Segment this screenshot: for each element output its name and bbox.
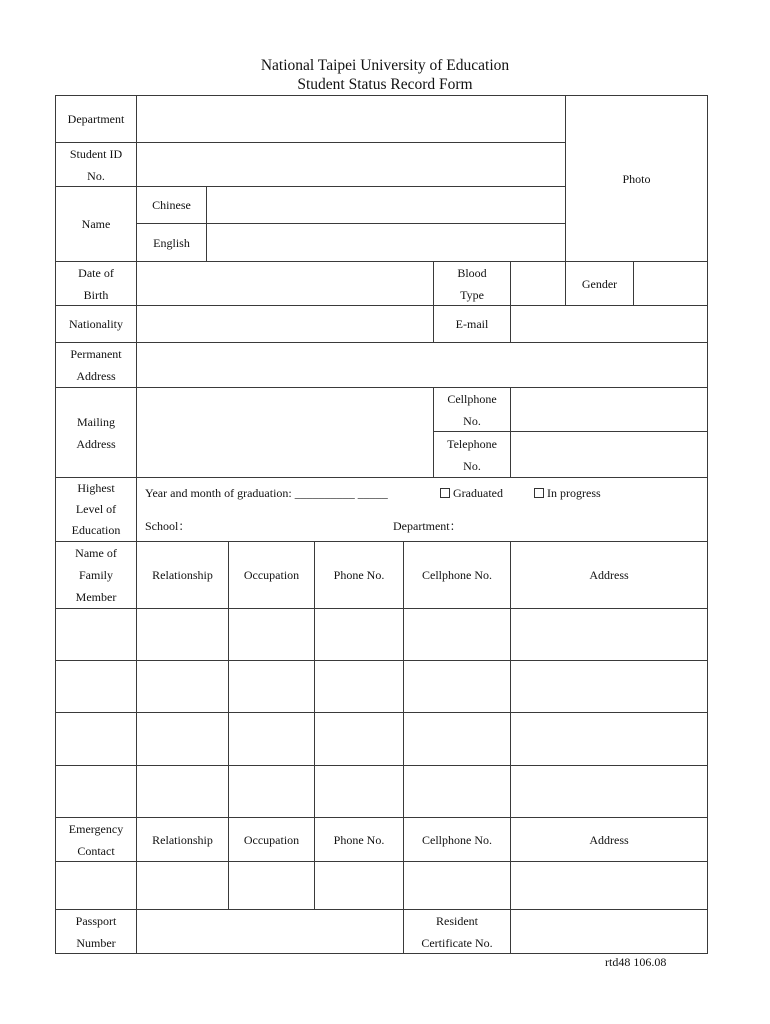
form-title: National Taipei University of Education — [260, 57, 510, 74]
gender-label: Gender — [565, 261, 634, 306]
family-relationship-cell[interactable] — [136, 608, 229, 661]
graduation-date-field[interactable]: Year and month of graduation: __________ _____ — [145, 486, 388, 500]
resident-certificate-label-line1: Resident — [436, 913, 478, 928]
dob-field[interactable] — [136, 261, 434, 306]
student-id-label-line2: No. — [87, 168, 105, 183]
family-address-cell[interactable] — [510, 765, 708, 818]
emergency-relationship-header: Relationship — [136, 817, 229, 862]
education-label — [55, 477, 137, 542]
emergency-contact-label — [55, 817, 137, 862]
dob-label-line1: Date of — [78, 265, 114, 280]
passport-label-line1: Passport — [75, 913, 117, 928]
permanent-address-label-line2: Address — [76, 369, 116, 383]
family-relationship-cell[interactable] — [136, 660, 229, 713]
family-cellphone-header: Cellphone No. — [403, 541, 511, 609]
graduated-label: Graduated — [453, 486, 503, 500]
family-cellphone-cell[interactable] — [403, 712, 511, 766]
family-address-cell[interactable] — [510, 660, 708, 713]
photo-box[interactable]: Photo — [565, 95, 708, 262]
family-member-label-line1: Name of — [75, 546, 117, 560]
name-english-label: English — [136, 223, 207, 262]
passport-label — [55, 909, 137, 954]
emergency-name-cell[interactable] — [55, 861, 137, 910]
resident-certificate-label-line2: Certificate No. — [421, 935, 493, 950]
graduated-option[interactable] — [440, 486, 503, 501]
education-label-line3: Education — [71, 523, 121, 537]
family-occupation-header: Occupation — [228, 541, 315, 609]
dob-label — [55, 261, 137, 306]
telephone-label-line1: Telephone — [447, 436, 497, 451]
resident-certificate-field[interactable] — [510, 909, 708, 954]
permanent-address-field[interactable] — [136, 342, 708, 388]
school-field[interactable]: School： — [145, 519, 191, 533]
emergency-relationship-cell[interactable] — [136, 861, 229, 910]
department-label: Department — [55, 95, 137, 143]
emergency-address-cell[interactable] — [510, 861, 708, 910]
form-code: rtd48 106.08 — [605, 955, 667, 969]
emergency-address-header: Address — [510, 817, 708, 862]
permanent-address-label — [55, 342, 137, 388]
family-name-cell[interactable] — [55, 660, 137, 713]
family-address-cell[interactable] — [510, 712, 708, 766]
cellphone-label-line2: No. — [463, 413, 481, 428]
emergency-occupation-header: Occupation — [228, 817, 315, 862]
family-occupation-cell[interactable] — [228, 608, 315, 661]
family-name-cell[interactable] — [55, 608, 137, 661]
student-id-label-line1: Student ID — [69, 146, 123, 161]
nationality-field[interactable] — [136, 305, 434, 343]
emergency-cellphone-header: Cellphone No. — [403, 817, 511, 862]
education-field — [136, 477, 708, 542]
emergency-occupation-cell[interactable] — [228, 861, 315, 910]
student-id-label — [55, 142, 137, 187]
name-english-field[interactable] — [206, 223, 566, 262]
family-address-cell[interactable] — [510, 608, 708, 661]
family-cellphone-cell[interactable] — [403, 660, 511, 713]
family-name-cell[interactable] — [55, 765, 137, 818]
passport-label-line2: Number — [76, 935, 116, 950]
family-occupation-cell[interactable] — [228, 765, 315, 818]
family-cellphone-cell[interactable] — [403, 608, 511, 661]
telephone-field[interactable] — [510, 431, 708, 478]
department-field[interactable] — [136, 95, 566, 143]
cellphone-label — [433, 387, 511, 432]
family-occupation-cell[interactable] — [228, 660, 315, 713]
family-member-label-line2: Family — [78, 568, 113, 582]
dob-label-line2: Birth — [83, 287, 109, 302]
form-subtitle: Student Status Record Form — [297, 76, 473, 93]
email-label: E-mail — [433, 305, 511, 343]
family-occupation-cell[interactable] — [228, 712, 315, 766]
blood-type-label-line2: Type — [460, 287, 484, 302]
education-department-field[interactable]: Department： — [393, 519, 462, 533]
emergency-contact-label-line2: Contact — [77, 843, 115, 858]
nationality-label: Nationality — [55, 305, 137, 343]
family-address-header: Address — [510, 541, 708, 609]
graduated-checkbox[interactable] — [440, 488, 450, 498]
family-phone-cell[interactable] — [314, 765, 404, 818]
education-label-line1: Highest — [77, 481, 115, 495]
in-progress-option[interactable] — [534, 486, 601, 501]
blood-type-field[interactable] — [510, 261, 566, 306]
telephone-label-line2: No. — [463, 458, 481, 473]
family-member-label-line3: Member — [75, 590, 117, 604]
blood-type-label-line1: Blood — [457, 265, 487, 280]
family-phone-cell[interactable] — [314, 660, 404, 713]
telephone-label — [433, 431, 511, 478]
education-label-line2: Level of — [75, 502, 117, 516]
passport-field[interactable] — [136, 909, 404, 954]
name-chinese-field[interactable] — [206, 186, 566, 224]
emergency-contact-label-line1: Emergency — [68, 821, 124, 836]
family-relationship-cell[interactable] — [136, 712, 229, 766]
mailing-address-label — [55, 387, 137, 478]
family-phone-header: Phone No. — [314, 541, 404, 609]
name-chinese-label: Chinese — [136, 186, 207, 224]
student-id-field[interactable] — [136, 142, 566, 187]
in-progress-checkbox[interactable] — [534, 488, 544, 498]
family-phone-cell[interactable] — [314, 608, 404, 661]
resident-certificate-label — [403, 909, 511, 954]
family-relationship-cell[interactable] — [136, 765, 229, 818]
family-cellphone-cell[interactable] — [403, 765, 511, 818]
cellphone-field[interactable] — [510, 387, 708, 432]
permanent-address-label-line1: Permanent — [70, 347, 122, 361]
emergency-cellphone-cell[interactable] — [403, 861, 511, 910]
family-relationship-header: Relationship — [136, 541, 229, 609]
mailing-address-label-line1: Mailing — [77, 414, 115, 429]
blood-type-label — [433, 261, 511, 306]
name-label: Name — [55, 186, 137, 262]
in-progress-label: In progress — [547, 486, 601, 500]
emergency-phone-cell[interactable] — [314, 861, 404, 910]
email-field[interactable] — [510, 305, 708, 343]
mailing-address-label-line2: Address — [76, 436, 116, 451]
family-phone-cell[interactable] — [314, 712, 404, 766]
family-name-cell[interactable] — [55, 712, 137, 766]
family-member-label — [55, 541, 137, 609]
emergency-phone-header: Phone No. — [314, 817, 404, 862]
mailing-address-field[interactable] — [136, 387, 434, 478]
gender-field[interactable] — [633, 261, 708, 306]
cellphone-label-line1: Cellphone — [447, 391, 497, 406]
